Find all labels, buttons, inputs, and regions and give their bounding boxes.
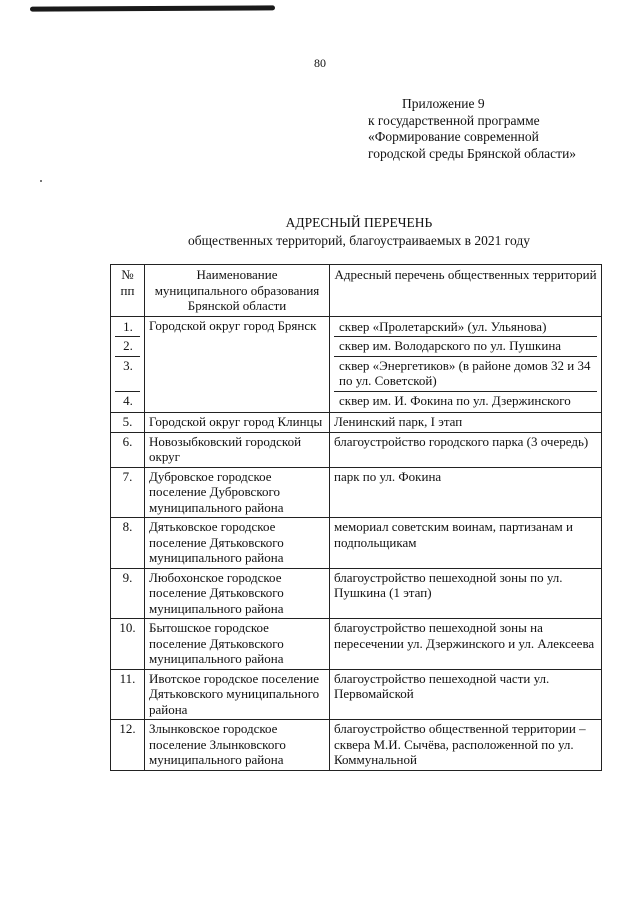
row-num: 6. [111,432,145,467]
row-address: благоустройство городского парка (3 очередь) [330,432,602,467]
appendix-header [368,96,576,162]
row-municipality: Любохонское городское поселение Дятьковского муниципального района [145,568,330,619]
row-num: 1. [115,318,140,338]
row-address: сквер им. И. Фокина по ул. Дзержинского [339,392,571,408]
page-number: 80 [314,56,326,70]
row-num: 12. [111,720,145,771]
table-row [111,316,602,413]
table-row [111,467,602,518]
row-num: 2. [115,337,140,357]
row-num: 8. [111,518,145,569]
table-row [111,720,602,771]
title-main: АДРЕСНЫЙ ПЕРЕЧЕНЬ [285,215,433,230]
row-num: 5. [111,413,145,433]
row-municipality: Новозыбковский городской округ [145,432,330,467]
row-num: 11. [111,669,145,720]
row-municipality: Бытошское городское поселение Дятьковского муниципального района [145,619,330,670]
address-list-table [110,264,602,771]
row-municipality: Дубровское городское поселение Дубровского муниципального района [145,467,330,518]
row-municipality: Злынковское городское поселение Злынковского муниципального района [145,720,330,771]
appendix-line: Приложение 9 [402,96,485,111]
appendix-line: городской среды Брянской области» [368,145,577,161]
row-address: сквер «Энергетиков» (в районе домов 32 и 34 по ул. Советской) [334,357,597,392]
appendix-line: к государственной программе [368,112,540,128]
scan-artifact-dot [40,180,42,182]
row-num: 7. [111,467,145,518]
row-address: сквер «Пролетарский» (ул. Ульянова) [334,318,597,338]
table-row [111,568,602,619]
table-row [111,669,602,720]
row-address: сквер им. Володарского по ул. Пушкина [334,337,597,357]
row-num: 4. [123,392,133,408]
header-municipality: Наименование муниципального образования Брянской области [145,265,330,317]
table-row [111,432,602,467]
row-address: мемориал советским воинам, партизанам и подпольщикам [330,518,602,569]
title-subtitle: общественных территорий, благоустраиваемых в 2021 году [188,233,530,248]
row-address-group [330,316,602,413]
document-title [0,214,640,250]
table-header-row [111,265,602,317]
appendix-line: «Формирование современной [368,129,539,144]
header-address: Адресный перечень общественных территорий [330,265,602,317]
table-row [111,619,602,670]
row-address: парк по ул. Фокина [330,467,602,518]
row-address: благоустройство общественной территории – сквера М.И. Сычёва, расположенной по ул. Коммунальной [330,720,602,771]
table-row [111,413,602,433]
row-num: 9. [111,568,145,619]
row-num: 3. [115,357,140,392]
row-num: 10. [111,619,145,670]
scan-artifact-bar [30,5,275,11]
row-municipality: Городской округ город Брянск [145,316,330,413]
row-municipality: Ивотское городское поселение Дятьковского муниципального района [145,669,330,720]
row-num-group [111,316,145,413]
row-address: благоустройство пешеходной зоны на пересечении ул. Дзержинского и ул. Алексеева [330,619,602,670]
row-address: благоустройство пешеходной зоны по ул. Пушкина (1 этап) [330,568,602,619]
row-address: Ленинский парк, I этап [330,413,602,433]
row-address: благоустройство пешеходной части ул. Первомайской [330,669,602,720]
row-municipality: Дятьковское городское поселение Дятьковского муниципального района [145,518,330,569]
header-num: № пп [111,265,145,317]
table-row [111,518,602,569]
row-municipality: Городской округ город Клинцы [145,413,330,433]
